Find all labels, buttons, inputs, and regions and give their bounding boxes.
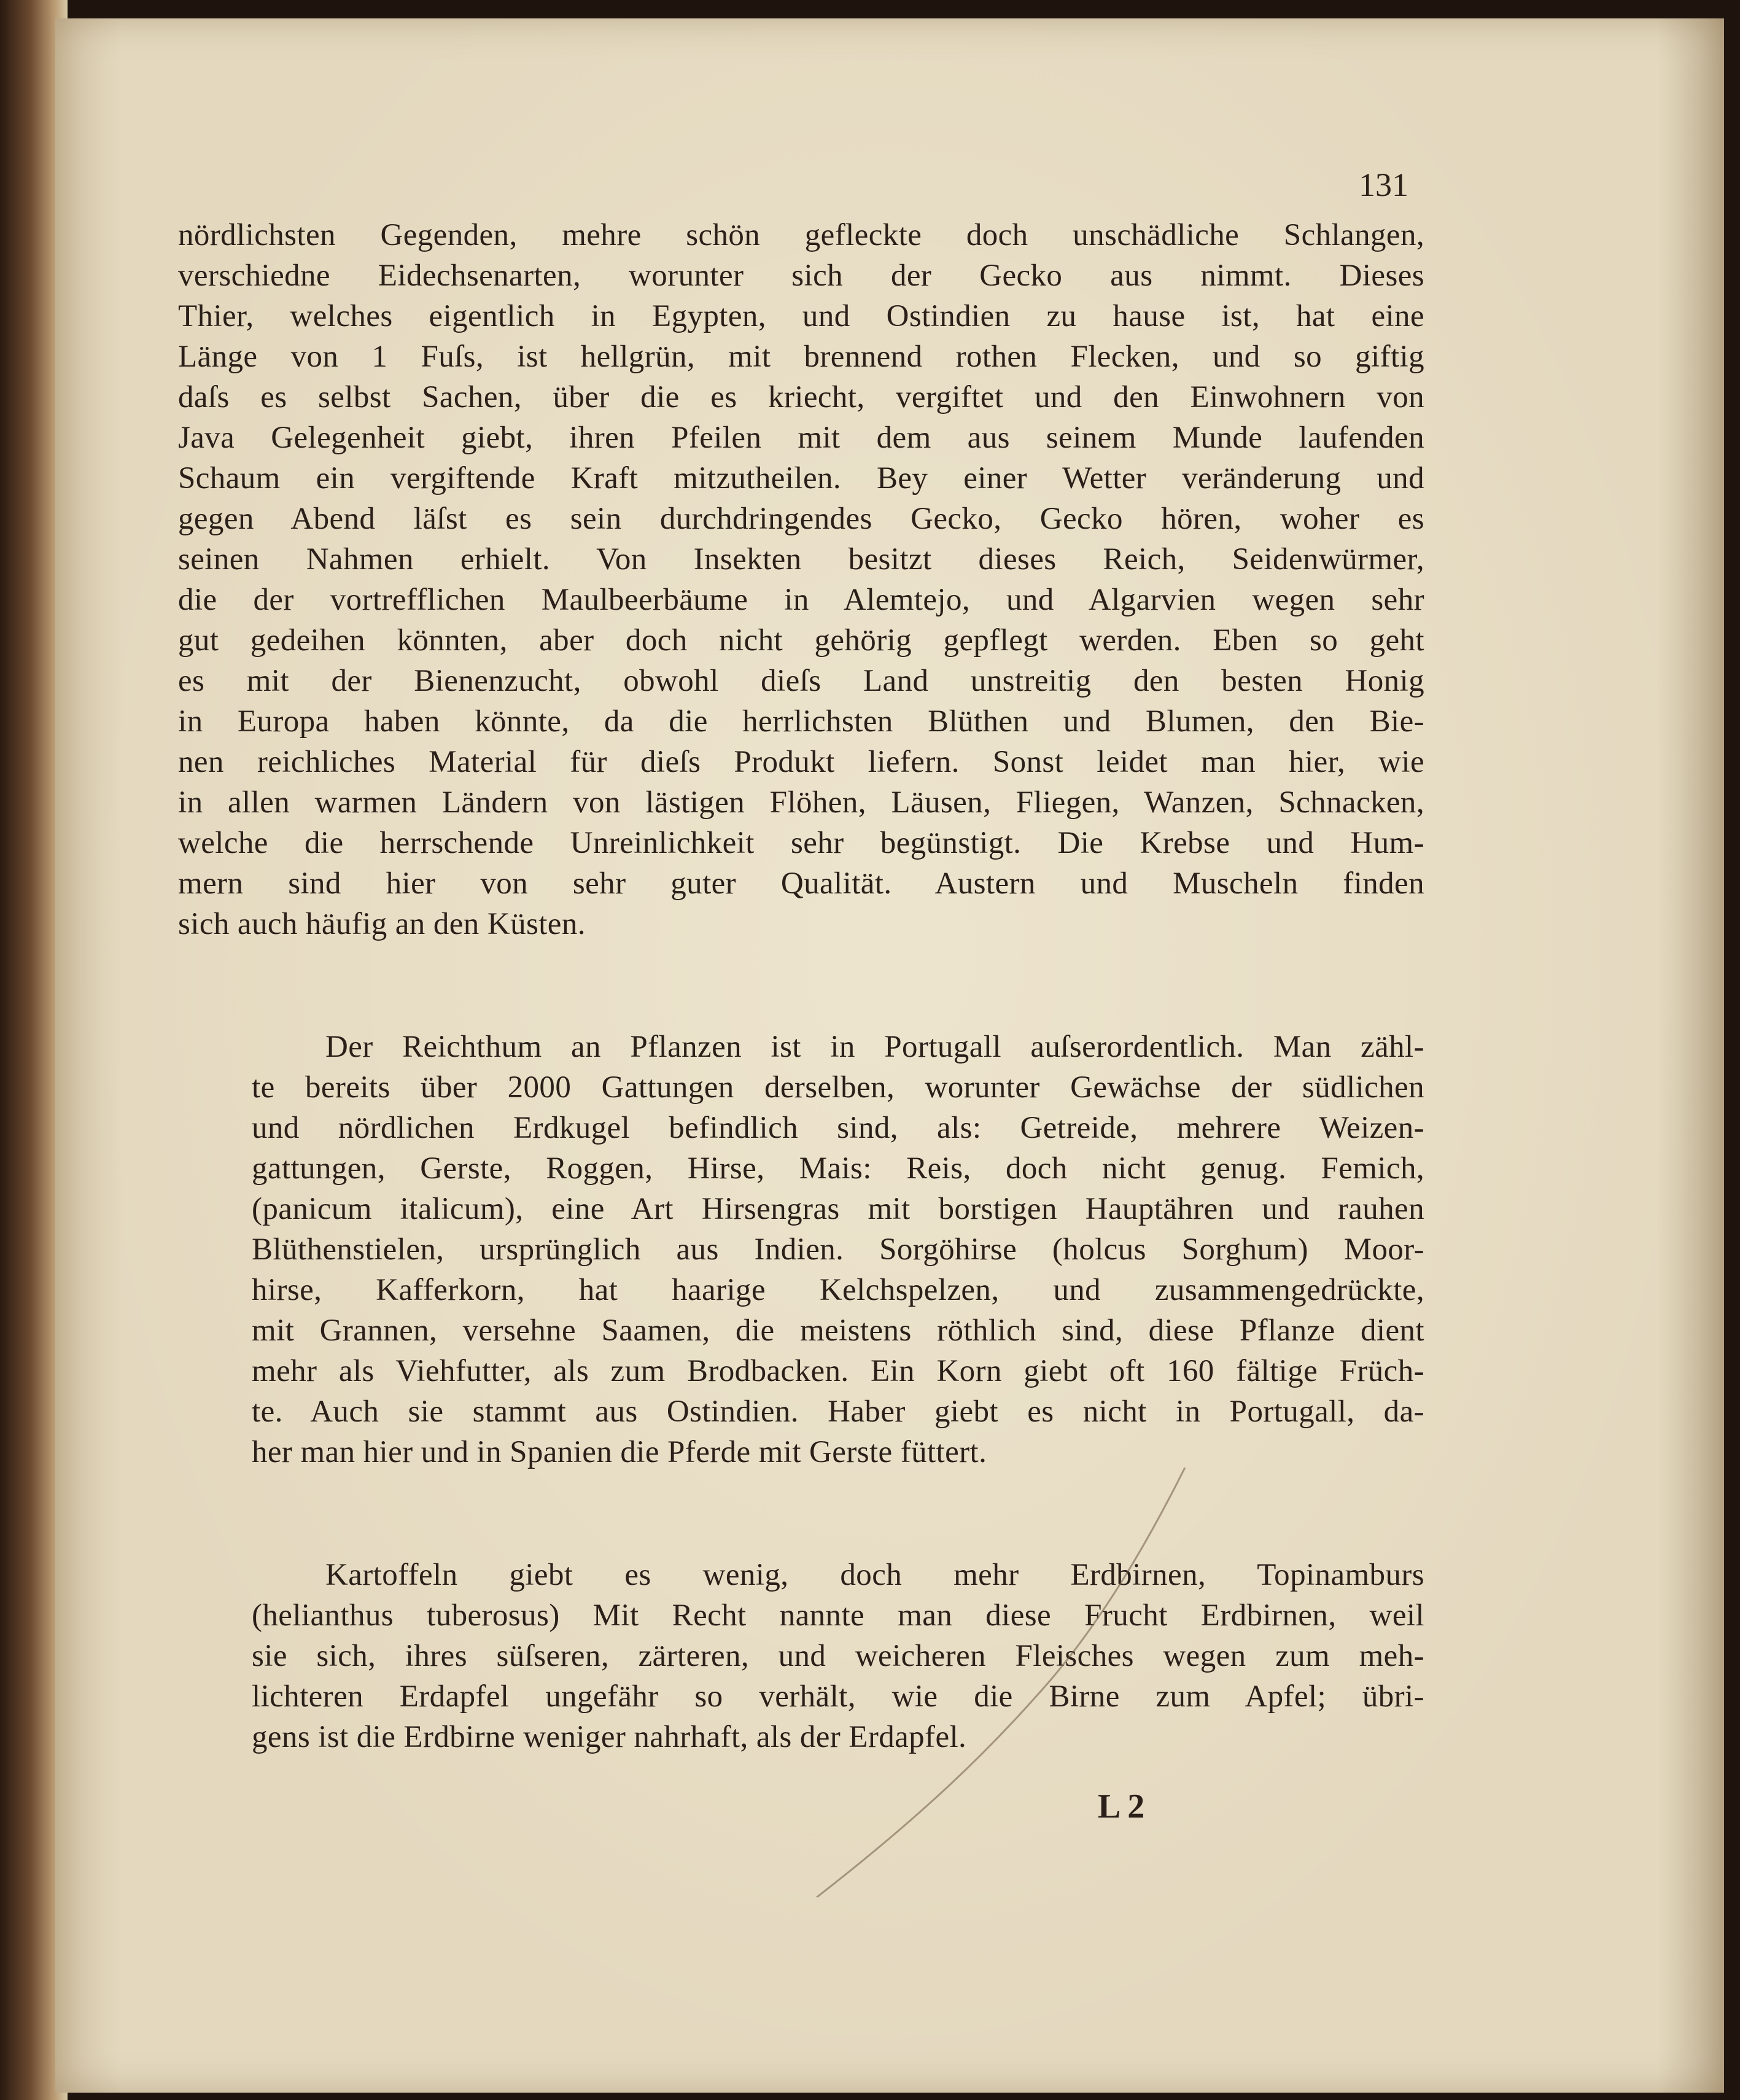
signature-mark: L 2 — [1098, 1787, 1145, 1826]
text-line: mern sind hier von sehr guter Qualität. Austern und Muscheln finden — [178, 866, 1424, 901]
text-line: te bereits über 2000 Gattungen derselben, worunter Gewächse der südlichen — [252, 1070, 1424, 1105]
text-line: mehr als Viehfutter, als zum Brodbacken. Ein Korn giebt oft 160 fältige Früch- — [252, 1354, 1424, 1388]
text-line: Schaum ein vergiftende Kraft mitzutheilen. Bey einer Wetter veränderung und — [178, 461, 1424, 496]
text-line: die der vortrefflichen Maulbeerbäume in Alemtejo, und Algarvien wegen sehr — [178, 583, 1424, 617]
text-line: und nördlichen Erdkugel befindlich sind, als: Getreide, mehrere Weizen- — [252, 1111, 1424, 1145]
text-line: welche die herrschende Unreinlichkeit sehr begünstigt. Die Krebse und Hum- — [178, 826, 1424, 860]
text-line: her man hier und in Spanien die Pferde mit Gerste füttert. — [252, 1435, 987, 1469]
text-line: in allen warmen Ländern von lästigen Flöhen, Läusen, Fliegen, Wanzen, Schnacken, — [178, 785, 1424, 820]
text-line: gattungen, Gerste, Roggen, Hirse, Mais: Reis, doch nicht genug. Femich, — [252, 1151, 1424, 1186]
text-line: (helianthus tuberosus) Mit Recht nannte man diese Frucht Erdbirnen, weil — [252, 1598, 1424, 1633]
text-line: gegen Abend läſst es sein durchdringendes Gecko, Gecko hören, woher es — [178, 502, 1424, 536]
paper-crease — [804, 1468, 1210, 1897]
text-line: gens ist die Erdbirne weniger nahrhaft, als der Erdapfel. — [252, 1720, 967, 1754]
page-number: 131 — [1359, 166, 1408, 203]
text-line: Kartoffeln giebt es wenig, doch mehr Erdbirnen, Topinamburs — [325, 1558, 1424, 1592]
text-line: lichteren Erdapfel ungefähr so verhält, wie die Birne zum Apfel; übri- — [252, 1679, 1424, 1714]
paragraph-potatoes — [178, 1555, 1424, 1757]
text-line: (panicum italicum), eine Art Hirsengras mit borstigen Hauptähren und rauhen — [252, 1192, 1424, 1226]
text-line: seinen Nahmen erhielt. Von Insekten besitzt dieses Reich, Seidenwürmer, — [178, 542, 1424, 577]
text-line: gut gedeihen könnten, aber doch nicht gehörig gepflegt werden. Eben so geht — [178, 623, 1424, 658]
text-line: es mit der Bienenzucht, obwohl dieſs Land unstreitig den besten Honig — [178, 664, 1424, 698]
text-line: sie sich, ihres süſseren, zärteren, und weicheren Fleisches wegen zum meh- — [252, 1639, 1424, 1673]
text-line: nen reichliches Material für dieſs Produkt liefern. Sonst leidet man hier, wie — [178, 745, 1424, 779]
text-line: Blüthenstielen, ursprünglich aus Indien. Sorgöhirse (holcus Sorghum) Moor- — [252, 1232, 1424, 1267]
text-line: mit Grannen, versehne Saamen, die meistens röthlich sind, diese Pflanze dient — [252, 1313, 1424, 1348]
text-line: in Europa haben könnte, da die herrlichsten Blüthen und Blumen, den Bie- — [178, 704, 1424, 739]
text-line: nördlichsten Gegenden, mehre schön gefleckte doch unschädliche Schlangen, — [178, 218, 1424, 252]
text-line: hirse, Kafferkorn, hat haarige Kelchspelzen, und zusammengedrückte, — [252, 1273, 1424, 1307]
text-line: daſs es selbst Sachen, über die es kriecht, vergiftet und den Einwohnern von — [178, 380, 1424, 414]
body-text — [178, 215, 1424, 1840]
paragraph-plants — [178, 1027, 1424, 1472]
text-line: verschiedne Eidechsenarten, worunter sich der Gecko aus nimmt. Dieses — [178, 259, 1424, 293]
text-line: te. Auch sie stammt aus Ostindien. Haber giebt es nicht in Portugall, da- — [252, 1394, 1424, 1429]
text-line: Der Reichthum an Pflanzen ist in Portugall auſserordentlich. Man zähl- — [325, 1030, 1424, 1064]
paragraph-animals — [178, 215, 1424, 944]
text-line: Länge von 1 Fuſs, ist hellgrün, mit brennend rothen Flecken, und so giftig — [178, 340, 1424, 374]
text-line: Java Gelegenheit giebt, ihren Pfeilen mit dem aus seinem Munde laufenden — [178, 421, 1424, 455]
text-line: sich auch häufig an den Küsten. — [178, 907, 586, 941]
text-line: Thier, welches eigentlich in Egypten, und Ostindien zu hause ist, hat eine — [178, 299, 1424, 333]
